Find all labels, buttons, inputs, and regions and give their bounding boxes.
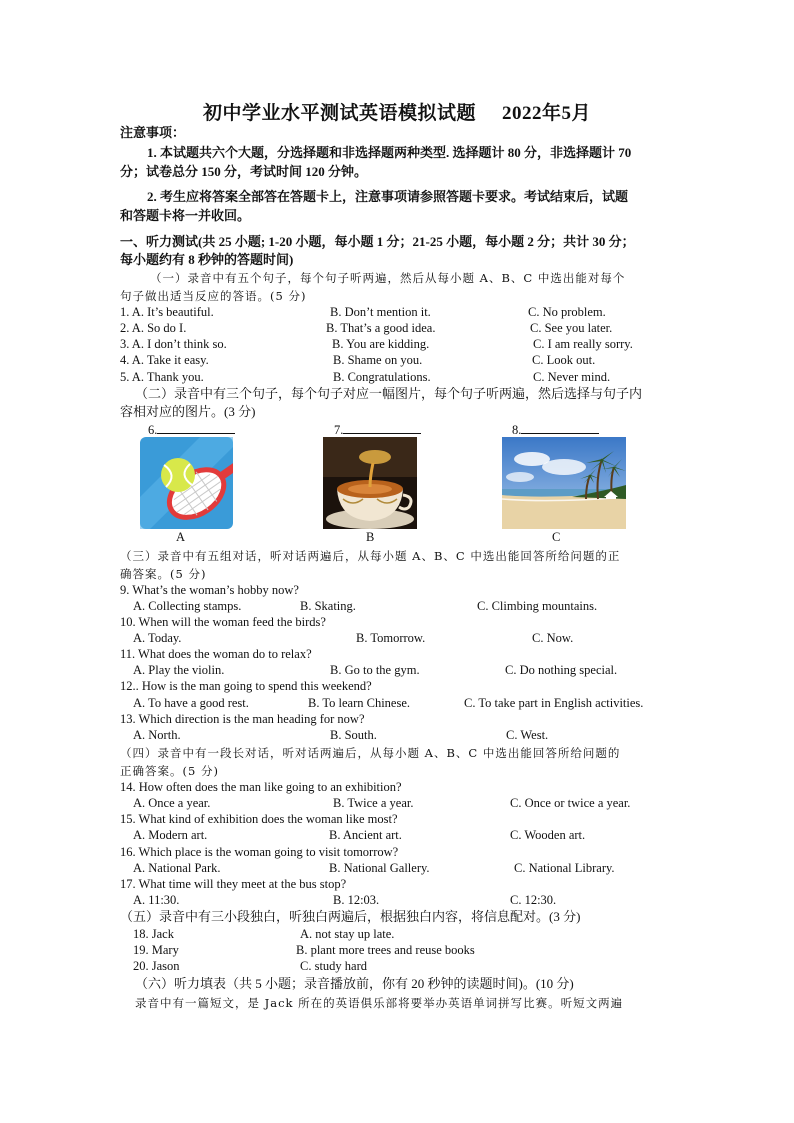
q17-option-c: C. 12:30. [510, 893, 557, 907]
q16-option-b: B. National Gallery. [329, 861, 430, 875]
q9-option-c: C. Climbing mountains. [477, 599, 598, 613]
q14-option-a: A. Once a year. [133, 796, 211, 810]
q4-option-a: 4. A. Take it easy. [120, 353, 209, 367]
q10-option-b: B. Tomorrow. [356, 631, 426, 645]
q13-option-b: B. South. [330, 728, 377, 742]
notice-p1-line2: 分；试卷总分 150 分，考试时间 120 分钟。 [120, 164, 368, 179]
section1-line2: 每小题约有 8 秒钟的答题时间) [120, 252, 294, 267]
exam-date: 2022年5月 [502, 103, 592, 124]
q1-option-a: 1. A. It’s beautiful. [120, 305, 214, 319]
q15-question: 15. What kind of exhibition does the woman like most? [120, 812, 398, 826]
q2-option-a: 2. A. So do I. [120, 321, 187, 335]
part3-instruction-2: 确答案。(5 分) [120, 567, 207, 581]
q13-option-a: A. North. [133, 728, 181, 742]
notice-heading: 注意事项： [120, 125, 186, 140]
part6-text: 录音中有一篇短文，是 Jack 所在的英语俱乐部将要举办英语单词拼写比赛。听短文两遍 [135, 996, 624, 1010]
notice-p2-line2: 和答题卡将一并收回。 [120, 208, 251, 223]
q15-option-b: B. Ancient art. [329, 828, 402, 842]
q10-option-a: A. Today. [133, 631, 182, 645]
q7-answer-blank: 7. [334, 421, 421, 438]
q15-option-a: A. Modern art. [133, 828, 208, 842]
q3-option-b: B. You are kidding. [332, 337, 430, 351]
part1-instruction-1: （一）录音中有五个句子，每个句子听两遍，然后从每小题 A、B、C 中选出能对每个 [150, 271, 626, 285]
q5-option-b: B. Congratulations. [333, 370, 431, 384]
q14-option-c: C. Once or twice a year. [510, 796, 631, 810]
q3-option-c: C. I am really sorry. [533, 337, 633, 351]
q1-option-b: B. Don’t mention it. [330, 305, 431, 319]
part2-instruction-1: （二）录音中有三个句子，每个句子对应一幅图片，每个句子听两遍，然后选择与句子内 [135, 386, 643, 401]
q4-option-b: B. Shame on you. [333, 353, 423, 367]
q16-option-c: C. National Library. [514, 861, 615, 875]
exam-title: 初中学业水平测试英语模拟试题 [202, 103, 476, 124]
match-option-a: A. not stay up late. [300, 927, 395, 941]
q9-option-b: B. Skating. [300, 599, 356, 613]
q2-option-c: C. See you later. [530, 321, 613, 335]
q12-option-b: B. To learn Chinese. [308, 696, 411, 710]
part6-instruction: （六）听力填表（共 5 小题；录音播放前，你有 20 秒钟的读题时间)。(10 分) [135, 976, 574, 991]
q17-option-a: A. 11:30. [133, 893, 180, 907]
picture-c-caption: C [552, 530, 561, 544]
section1-line1: 一、听力测试(共 25 小题; 1-20 小题，每小题 1 分；21-25 小题，每小题 2 分；共计 30 分； [120, 234, 635, 249]
q13-option-c: C. West. [506, 728, 549, 742]
q5-option-c: C. Never mind. [533, 370, 611, 384]
q12-option-c: C. To take part in English activities. [464, 696, 644, 710]
tennis-racket-ball-icon [140, 437, 233, 529]
q9-option-a: A. Collecting stamps. [133, 599, 242, 613]
part4-instruction-1: （四）录音中有一段长对话，听对话两遍后，从每小题 A、B、C 中选出能回答所给问题的 [120, 746, 621, 760]
match-option-b: B. plant more trees and reuse books [296, 943, 475, 957]
q12-question: 12.. How is the man going to spend this weekend? [120, 679, 372, 693]
picture-b-caption: B [366, 530, 375, 544]
q11-option-a: A. Play the violin. [133, 663, 225, 677]
q19-name: 19. Mary [133, 943, 179, 957]
part4-instruction-2: 正确答案。(5 分) [120, 764, 219, 778]
page-title [0, 98, 794, 125]
part5-instruction: （五）录音中有三小段独白，听独白两遍后，根据独白内容，将信息配对。(3 分) [120, 909, 581, 924]
q10-question: 10. When will the woman feed the birds? [120, 615, 326, 629]
q6-answer-blank: 6. [148, 421, 235, 438]
q18-name: 18. Jack [133, 927, 174, 941]
q13-question: 13. Which direction is the man heading for now? [120, 712, 365, 726]
q17-question: 17. What time will they meet at the bus stop? [120, 877, 347, 891]
notice-p2-line1: 2. 考生应将答案全部答在答题卡上，注意事项请参照答题卡要求。考试结束后，试题 [147, 189, 629, 204]
q4-option-c: C. Look out. [532, 353, 596, 367]
q12-option-a: A. To have a good rest. [133, 696, 249, 710]
q3-option-a: 3. A. I don’t think so. [120, 337, 227, 351]
q17-option-b: B. 12:03. [333, 893, 380, 907]
q10-option-c: C. Now. [532, 631, 574, 645]
q14-question: 14. How often does the man like going to an exhibition? [120, 780, 402, 794]
notice-p1-line1: 1. 本试题共六个大题，分选择题和非选择题两种类型. 选择题计 80 分，非选择题计 70 [147, 145, 632, 160]
q11-option-c: C. Do nothing special. [505, 663, 618, 677]
q9-question: 9. What’s the woman’s hobby now? [120, 583, 299, 597]
part3-instruction-1: （三）录音中有五组对话，听对话两遍后，从每小题 A、B、C 中选出能回答所给问题的正 [120, 549, 621, 563]
part1-instruction-2: 句子做出适当反应的答语。(5 分) [120, 289, 307, 303]
part2-instruction-2: 容相对应的图片。(3 分) [120, 404, 256, 419]
q14-option-b: B. Twice a year. [333, 796, 414, 810]
q11-question: 11. What does the woman do to relax? [120, 647, 312, 661]
q15-option-c: C. Wooden art. [510, 828, 586, 842]
picture-a-caption: A [176, 530, 186, 544]
beach-palm-icon [502, 437, 626, 529]
q16-question: 16. Which place is the woman going to visit tomorrow? [120, 845, 399, 859]
q8-answer-blank: 8. [512, 421, 599, 438]
q2-option-b: B. That’s a good idea. [326, 321, 436, 335]
q5-option-a: 5. A. Thank you. [120, 370, 204, 384]
q11-option-b: B. Go to the gym. [330, 663, 420, 677]
match-option-c: C. study hard [300, 959, 368, 973]
honey-tea-cup-icon [323, 437, 417, 529]
q1-option-c: C. No problem. [528, 305, 606, 319]
q20-name: 20. Jason [133, 959, 180, 973]
q16-option-a: A. National Park. [133, 861, 221, 875]
